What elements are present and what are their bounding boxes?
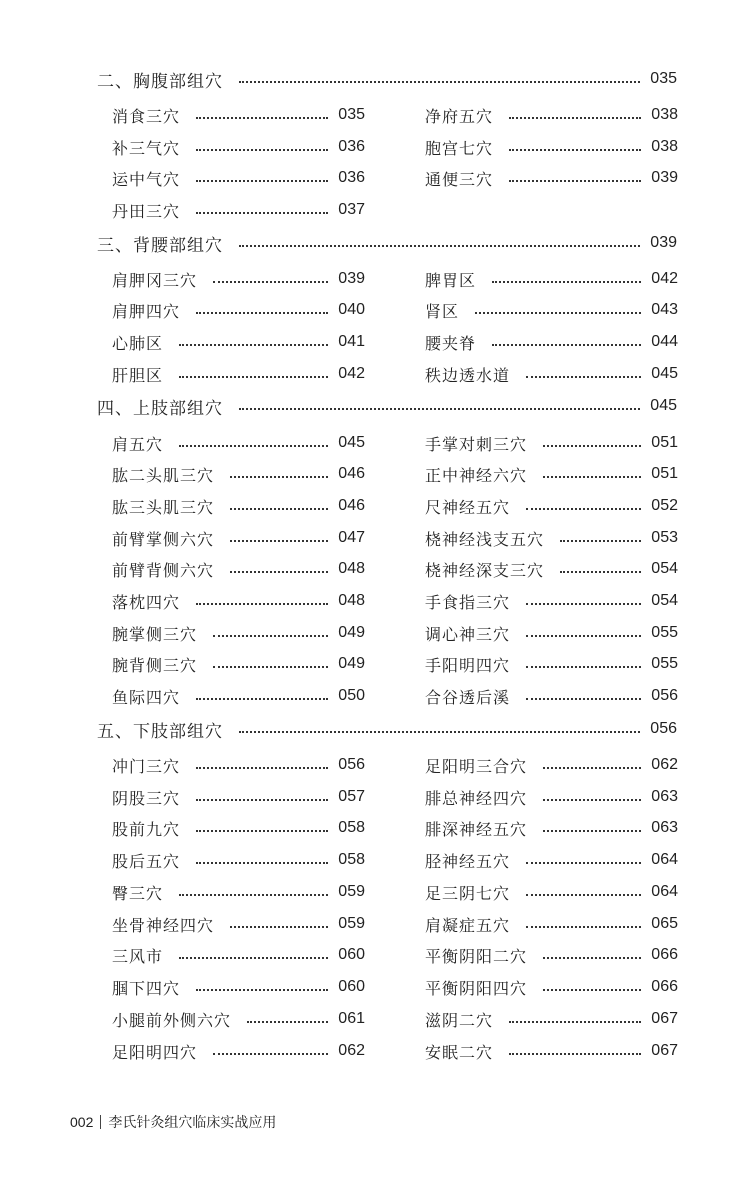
toc-entry[interactable]	[112, 785, 365, 809]
dot-leader	[196, 698, 328, 700]
entry-title: 手掌对刺三穴	[425, 434, 528, 454]
entry-page: 037	[338, 201, 365, 218]
toc-entry[interactable]	[425, 526, 678, 550]
footer-page-number: 002	[70, 1114, 94, 1130]
dot-leader	[526, 666, 641, 668]
entry-page: 038	[651, 138, 678, 155]
dot-leader	[526, 698, 641, 700]
entry-page: 066	[651, 978, 678, 995]
entry-page: 040	[338, 301, 365, 318]
dot-leader	[543, 989, 641, 991]
dot-leader	[213, 666, 328, 668]
section-title: 三、背腰部组穴	[97, 235, 223, 256]
dot-leader	[247, 1021, 328, 1023]
section-heading[interactable]	[97, 394, 677, 418]
dot-leader	[526, 862, 641, 864]
dot-leader	[526, 926, 641, 928]
entry-page: 060	[338, 978, 365, 995]
section-page: 039	[650, 234, 677, 251]
entry-title: 手食指三穴	[425, 592, 511, 612]
footer-book-title: 李氏针灸组穴临床实战应用	[108, 1114, 277, 1130]
entry-title: 肱二头肌三穴	[112, 465, 215, 485]
entry-title: 腓深神经五穴	[425, 819, 528, 839]
dot-leader	[543, 476, 641, 478]
entry-title: 小腿前外侧六穴	[112, 1010, 232, 1030]
entry-page: 051	[651, 465, 678, 482]
entry-page: 065	[651, 915, 678, 932]
entry-page: 062	[651, 756, 678, 773]
entry-title: 补三气穴	[112, 138, 181, 158]
toc-entry[interactable]	[112, 330, 365, 354]
dot-leader	[543, 957, 641, 959]
entry-page: 046	[338, 497, 365, 514]
dot-leader	[213, 1053, 328, 1055]
entry-title: 肩凝症五穴	[425, 915, 511, 935]
entry-title: 足阳明三合穴	[425, 756, 528, 776]
toc-entry[interactable]	[112, 943, 365, 967]
toc-entry[interactable]	[112, 166, 365, 190]
entry-page: 053	[651, 529, 678, 546]
toc-entry[interactable]	[112, 431, 365, 455]
entry-title: 脾胃区	[425, 270, 477, 290]
dot-leader	[475, 312, 641, 314]
dot-leader	[239, 81, 640, 83]
entry-title: 平衡阴阳四穴	[425, 978, 528, 998]
entry-title: 平衡阴阳二穴	[425, 946, 528, 966]
entry-page: 050	[338, 687, 365, 704]
entry-title: 肾区	[425, 301, 460, 321]
toc-entry[interactable]	[112, 652, 365, 676]
entry-page: 063	[651, 819, 678, 836]
toc-entry[interactable]	[112, 1039, 365, 1063]
toc-entry[interactable]	[425, 557, 678, 581]
entry-title: 安眠二穴	[425, 1042, 494, 1062]
entry-page: 038	[651, 106, 678, 123]
footer-divider	[100, 1115, 101, 1129]
dot-leader	[509, 180, 641, 182]
toc-entry[interactable]	[425, 362, 678, 386]
dot-leader	[492, 344, 641, 346]
entry-title: 前臂掌侧六穴	[112, 529, 215, 549]
entry-title: 滋阴二穴	[425, 1010, 494, 1030]
entry-title: 冲门三穴	[112, 756, 181, 776]
toc-entry[interactable]	[425, 103, 678, 127]
entry-title: 调心神三穴	[425, 624, 511, 644]
toc-entry[interactable]	[112, 975, 365, 999]
dot-leader	[230, 508, 328, 510]
dot-leader	[509, 117, 641, 119]
entry-page: 054	[651, 560, 678, 577]
dot-leader	[196, 312, 328, 314]
entry-page: 064	[651, 851, 678, 868]
dot-leader	[560, 540, 641, 542]
dot-leader	[179, 894, 328, 896]
section-heading[interactable]	[97, 717, 677, 741]
entry-page: 046	[338, 465, 365, 482]
toc-entry[interactable]	[425, 652, 678, 676]
toc-entry[interactable]	[112, 526, 365, 550]
section-title: 四、上肢部组穴	[97, 398, 223, 419]
toc-entry[interactable]	[425, 684, 678, 708]
dot-leader	[230, 571, 328, 573]
toc-entry[interactable]	[112, 912, 365, 936]
entry-page: 058	[338, 819, 365, 836]
toc-entry[interactable]	[112, 462, 365, 486]
dot-leader	[526, 508, 641, 510]
entry-page: 060	[338, 946, 365, 963]
dot-leader	[543, 767, 641, 769]
toc-entry[interactable]	[112, 135, 365, 159]
toc-entry[interactable]	[425, 880, 678, 904]
entry-page: 058	[338, 851, 365, 868]
entry-title: 肝胆区	[112, 365, 164, 385]
dot-leader	[196, 989, 328, 991]
entry-page: 067	[651, 1010, 678, 1027]
toc-entry[interactable]	[112, 880, 365, 904]
toc-entry[interactable]	[425, 589, 678, 613]
dot-leader	[196, 117, 328, 119]
toc-entry[interactable]	[112, 753, 365, 777]
toc-entry[interactable]	[112, 362, 365, 386]
toc-entry[interactable]	[112, 1007, 365, 1031]
section-page: 056	[650, 720, 677, 737]
entry-title: 足阳明四穴	[112, 1042, 198, 1062]
dot-leader	[230, 926, 328, 928]
entry-title: 手阳明四穴	[425, 655, 511, 675]
entry-title: 胫神经五穴	[425, 851, 511, 871]
section-heading[interactable]	[97, 67, 677, 91]
entry-page: 048	[338, 560, 365, 577]
entry-page: 039	[338, 270, 365, 287]
section-title: 五、下肢部组穴	[97, 721, 223, 742]
entry-title: 臀三穴	[112, 883, 164, 903]
entry-title: 通便三穴	[425, 169, 494, 189]
dot-leader	[239, 408, 640, 410]
entry-title: 阴股三穴	[112, 788, 181, 808]
entry-title: 鱼际四穴	[112, 687, 181, 707]
toc-entry[interactable]	[425, 135, 678, 159]
dot-leader	[179, 445, 328, 447]
dot-leader	[509, 1021, 641, 1023]
entry-page: 041	[338, 333, 365, 350]
entry-title: 三风市	[112, 946, 164, 966]
toc-entry[interactable]	[425, 975, 678, 999]
toc-entry[interactable]	[425, 298, 678, 322]
entry-title: 肱三头肌三穴	[112, 497, 215, 517]
entry-title: 肩胛四穴	[112, 301, 181, 321]
entry-title: 落枕四穴	[112, 592, 181, 612]
dot-leader	[526, 635, 641, 637]
toc-entry[interactable]	[425, 462, 678, 486]
toc-entry[interactable]	[112, 494, 365, 518]
dot-leader	[179, 344, 328, 346]
entry-page: 036	[338, 138, 365, 155]
entry-page: 059	[338, 915, 365, 932]
entry-page: 052	[651, 497, 678, 514]
dot-leader	[492, 281, 641, 283]
entry-title: 腰夹脊	[425, 333, 477, 353]
entry-page: 066	[651, 946, 678, 963]
toc-entry[interactable]	[425, 943, 678, 967]
entry-page: 062	[338, 1042, 365, 1059]
toc-entry[interactable]	[425, 1039, 678, 1063]
toc-entry[interactable]	[112, 621, 365, 645]
entry-page: 049	[338, 655, 365, 672]
entry-title: 腓总神经四穴	[425, 788, 528, 808]
entry-title: 足三阴七穴	[425, 883, 511, 903]
toc-entry[interactable]	[425, 431, 678, 455]
entry-page: 044	[651, 333, 678, 350]
entry-title: 丹田三穴	[112, 201, 181, 221]
dot-leader	[179, 376, 328, 378]
toc-entry[interactable]	[425, 816, 678, 840]
toc-entry[interactable]	[425, 848, 678, 872]
entry-title: 正中神经六穴	[425, 465, 528, 485]
dot-leader	[560, 571, 641, 573]
section-page: 045	[650, 397, 677, 414]
dot-leader	[196, 767, 328, 769]
toc-entry[interactable]	[425, 753, 678, 777]
entry-page: 043	[651, 301, 678, 318]
entry-page: 047	[338, 529, 365, 546]
entry-title: 腕掌侧三穴	[112, 624, 198, 644]
entry-title: 肩胛冈三穴	[112, 270, 198, 290]
entry-page: 039	[651, 169, 678, 186]
entry-page: 051	[651, 434, 678, 451]
dot-leader	[526, 603, 641, 605]
dot-leader	[230, 476, 328, 478]
entry-page: 061	[338, 1010, 365, 1027]
dot-leader	[509, 1053, 641, 1055]
entry-title: 尺神经五穴	[425, 497, 511, 517]
dot-leader	[213, 635, 328, 637]
entry-title: 合谷透后溪	[425, 687, 511, 707]
toc-entry[interactable]	[425, 1007, 678, 1031]
entry-page: 045	[338, 434, 365, 451]
dot-leader	[196, 830, 328, 832]
section-title: 二、胸腹部组穴	[97, 71, 223, 92]
toc-entry[interactable]	[112, 103, 365, 127]
dot-leader	[526, 376, 641, 378]
dot-leader	[526, 894, 641, 896]
dot-leader	[239, 245, 640, 247]
entry-page: 055	[651, 624, 678, 641]
toc-entry[interactable]	[425, 166, 678, 190]
entry-page: 049	[338, 624, 365, 641]
toc-entry[interactable]	[425, 785, 678, 809]
dot-leader	[196, 799, 328, 801]
toc-entry[interactable]	[112, 848, 365, 872]
toc-entry[interactable]	[425, 912, 678, 936]
entry-page: 056	[338, 756, 365, 773]
dot-leader	[213, 281, 328, 283]
entry-title: 秩边透水道	[425, 365, 511, 385]
toc-entry[interactable]	[112, 298, 365, 322]
dot-leader	[196, 603, 328, 605]
entry-title: 心肺区	[112, 333, 164, 353]
toc-entry[interactable]	[112, 816, 365, 840]
entry-title: 坐骨神经四穴	[112, 915, 215, 935]
entry-title: 前臂背侧六穴	[112, 560, 215, 580]
dot-leader	[239, 731, 640, 733]
entry-title: 股后五穴	[112, 851, 181, 871]
entry-page: 054	[651, 592, 678, 609]
entry-page: 057	[338, 788, 365, 805]
entry-title: 胞宫七穴	[425, 138, 494, 158]
entry-title: 净府五穴	[425, 106, 494, 126]
entry-title: 桡神经浅支五穴	[425, 529, 545, 549]
entry-page: 045	[651, 365, 678, 382]
toc-entry[interactable]	[112, 198, 365, 222]
dot-leader	[543, 830, 641, 832]
toc-entry[interactable]	[425, 494, 678, 518]
entry-page: 067	[651, 1042, 678, 1059]
entry-title: 桡神经深支三穴	[425, 560, 545, 580]
entry-title: 消食三穴	[112, 106, 181, 126]
toc-entry[interactable]	[425, 267, 678, 291]
entry-page: 035	[338, 106, 365, 123]
entry-page: 064	[651, 883, 678, 900]
toc-entry[interactable]	[112, 267, 365, 291]
toc-entry[interactable]	[112, 589, 365, 613]
dot-leader	[196, 149, 328, 151]
entry-page: 063	[651, 788, 678, 805]
entry-page: 055	[651, 655, 678, 672]
dot-leader	[509, 149, 641, 151]
entry-title: 肩五穴	[112, 434, 164, 454]
dot-leader	[196, 212, 328, 214]
entry-title: 股前九穴	[112, 819, 181, 839]
toc-entry[interactable]	[425, 621, 678, 645]
section-page: 035	[650, 70, 677, 87]
dot-leader	[196, 862, 328, 864]
dot-leader	[543, 799, 641, 801]
entry-page: 042	[651, 270, 678, 287]
toc-entry[interactable]	[112, 557, 365, 581]
toc-entry[interactable]	[112, 684, 365, 708]
entry-page: 056	[651, 687, 678, 704]
entry-title: 运中气穴	[112, 169, 181, 189]
page-footer	[70, 1112, 276, 1132]
entry-page: 042	[338, 365, 365, 382]
dot-leader	[230, 540, 328, 542]
entry-page: 048	[338, 592, 365, 609]
dot-leader	[179, 957, 328, 959]
dot-leader	[196, 180, 328, 182]
entry-page: 036	[338, 169, 365, 186]
dot-leader	[543, 445, 641, 447]
section-heading[interactable]	[97, 231, 677, 255]
entry-title: 腕背侧三穴	[112, 655, 198, 675]
entry-title: 腘下四穴	[112, 978, 181, 998]
entry-page: 059	[338, 883, 365, 900]
toc-entry[interactable]	[425, 330, 678, 354]
